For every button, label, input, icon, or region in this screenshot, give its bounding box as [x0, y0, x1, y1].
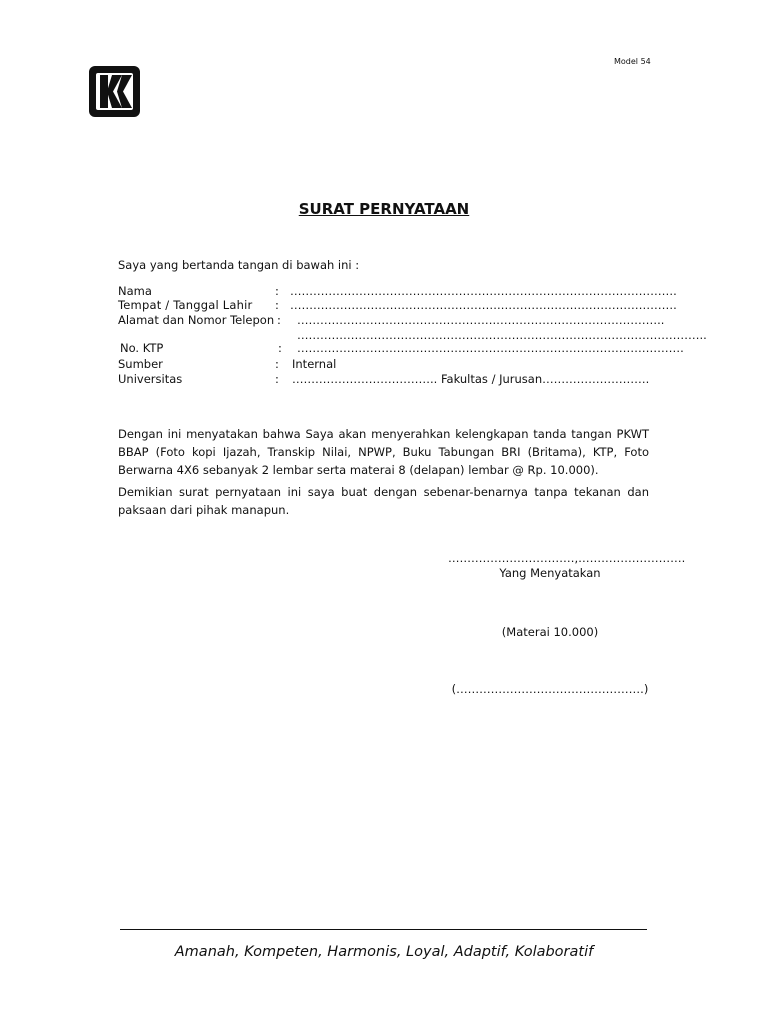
field-value-tempat-tanggal-lahir[interactable]: ……………………………………………….………………………………………. — [290, 298, 677, 312]
field-label-no-ktp: No. KTP — [120, 341, 164, 355]
field-colon: : — [278, 341, 282, 355]
place-date-line[interactable]: ……………………………,………………………. — [448, 551, 686, 565]
field-label-universitas: Universitas — [118, 372, 183, 386]
statement-paragraph: Dengan ini menyatakan bahwa Saya akan menyerahkan kelengkapan tanda tangan PKWT BBAP (Foto kopi Ijazah, Transkip Nilai, NPWP, Buku Tabungan BRI (Britama), KTP, Foto Berwarna 4X6 sebanyak 2 lembar serta materai 8 (delapan) lembar @ Rp. 10.000). — [118, 427, 649, 477]
signature-name-line[interactable]: (………………………………………….) — [451, 682, 649, 696]
field-colon: : — [275, 284, 279, 298]
closing-paragraph: Demikian surat pernyataan ini saya buat dengan sebenar-benarnya tanpa tekanan dan paksaan dari pihak manapun. — [118, 485, 649, 517]
field-value-sumber: Internal — [292, 357, 337, 371]
model-number: Model 54 — [614, 57, 651, 66]
field-value-alamat-line2[interactable]: …………………………………………………………………………………………….. — [297, 328, 707, 342]
field-colon: : — [275, 357, 279, 371]
field-value-no-ktp[interactable]: ……………………………………………….………………………………………. — [297, 341, 684, 355]
field-label-sumber: Sumber — [118, 357, 163, 371]
materai-label: (Materai 10.000) — [501, 625, 599, 639]
field-colon: : — [275, 372, 279, 386]
corporate-motto: Amanah, Kompeten, Harmonis, Loyal, Adaptif, Kolaboratif — [174, 944, 594, 960]
field-label-tempat-tanggal-lahir: Tempat / Tanggal Lahir — [118, 298, 253, 312]
intro-text: Saya yang bertanda tangan di bawah ini : — [118, 258, 360, 272]
footer-divider — [120, 929, 647, 930]
field-label-alamat-telepon: Alamat dan Nomor Telepon — [118, 313, 275, 327]
field-colon: : — [275, 298, 279, 312]
field-label-nama: Nama — [118, 284, 152, 298]
field-value-alamat-telepon[interactable]: …………………………………………….…………………………………….. — [297, 313, 665, 327]
document-title: SURAT PERNYATAAN — [298, 200, 470, 218]
field-value-nama[interactable]: ……………………………………………….………………………………………. — [290, 284, 677, 298]
bri-logo-icon — [87, 64, 142, 119]
signer-label: Yang Menyatakan — [499, 566, 601, 580]
field-value-universitas-fakultas[interactable]: ……………………………….. Fakultas / Jurusan………………………. — [292, 372, 650, 386]
field-colon: : — [277, 313, 281, 327]
